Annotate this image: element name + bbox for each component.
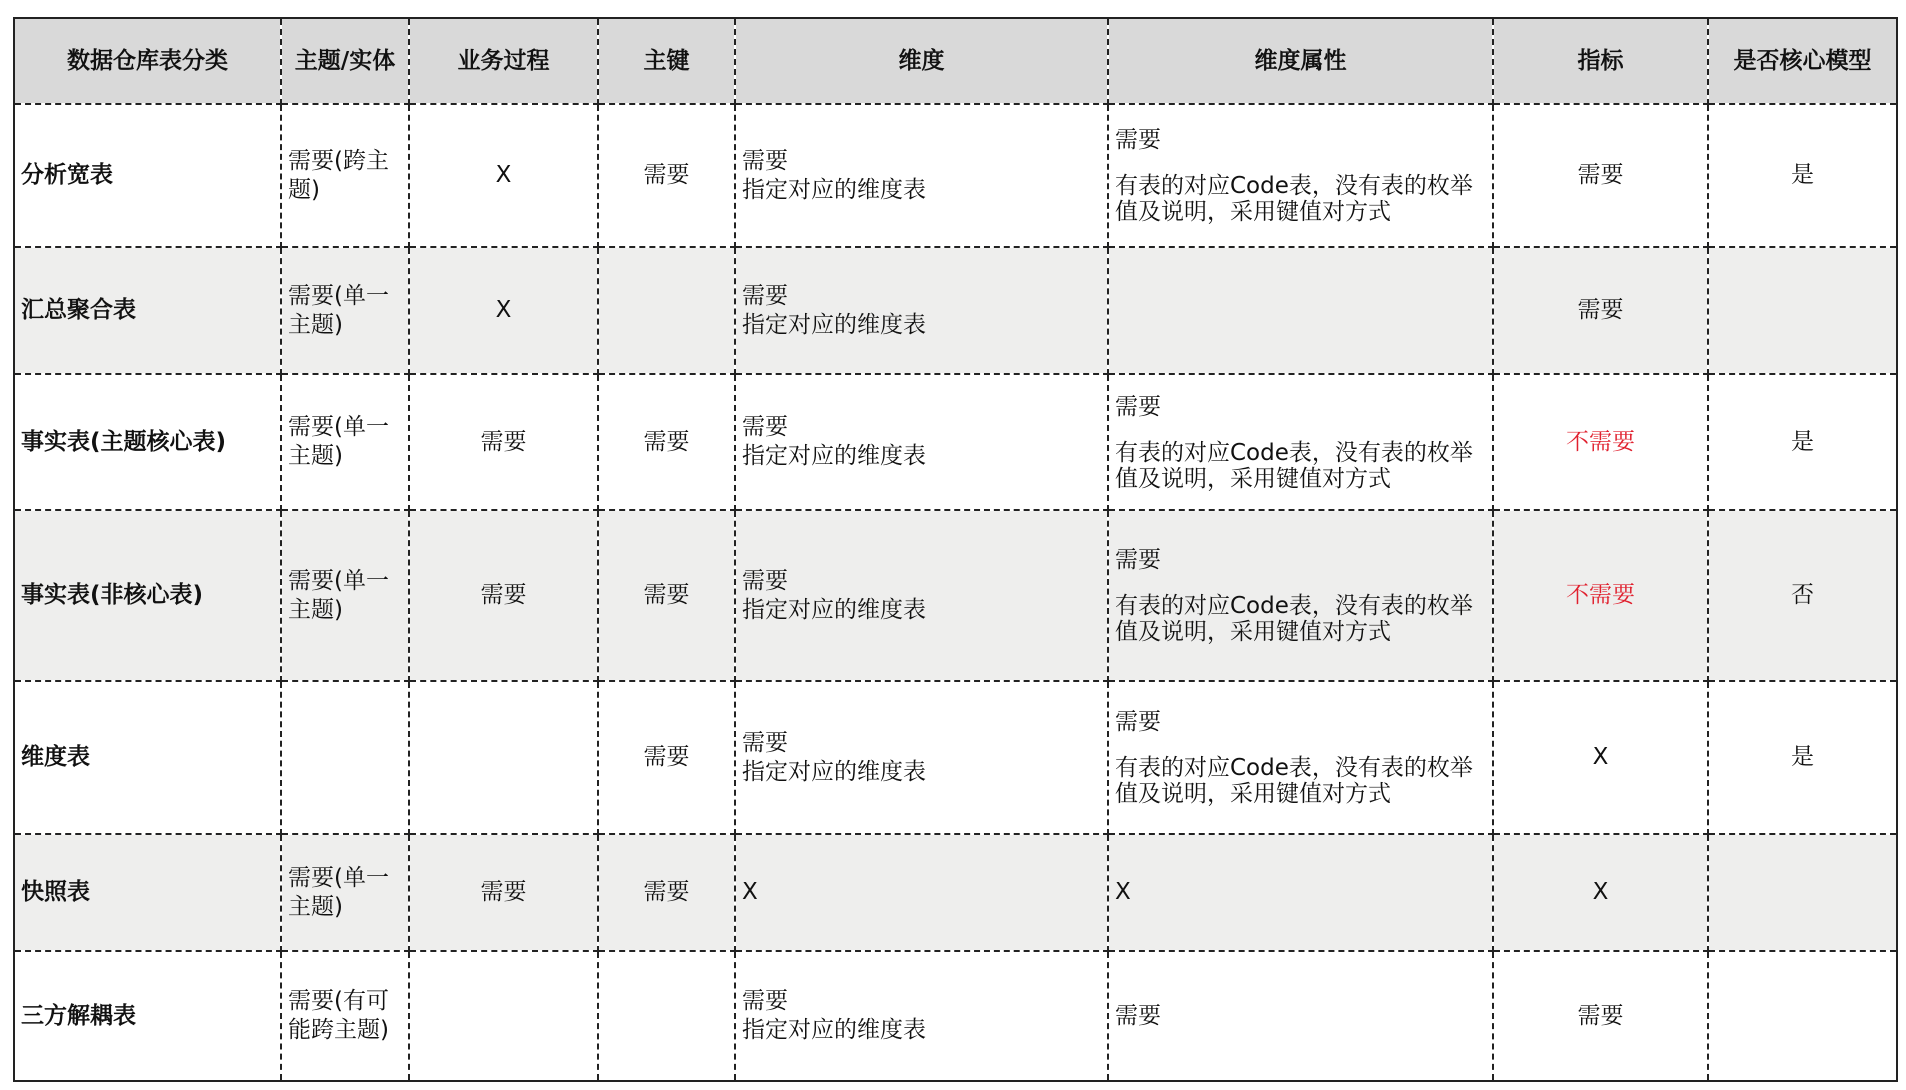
- header-dimension: 维度: [735, 18, 1108, 104]
- attr-note: 有表的对应Code表，没有表的枚举值及说明，采用键值对方式: [1115, 439, 1473, 492]
- dimension-note: 指定对应的维度表: [742, 596, 926, 623]
- row-dimension: [735, 374, 1108, 510]
- row-subject: [281, 681, 409, 834]
- row-dimension-attr: [1108, 374, 1493, 510]
- row-dimension: [735, 951, 1108, 1081]
- table-row: [14, 510, 1897, 681]
- dimension-required: X: [742, 879, 758, 905]
- dimension-note: 指定对应的维度表: [742, 311, 926, 338]
- dimension-note: 指定对应的维度表: [742, 443, 926, 469]
- row-dimension: [735, 681, 1108, 834]
- row-category: 分析宽表: [14, 104, 281, 247]
- row-metric: 需要: [1493, 247, 1708, 374]
- row-primary-key: 需要: [598, 374, 735, 510]
- row-process: X: [409, 104, 598, 247]
- row-core-model: 否: [1708, 510, 1897, 681]
- dimension-required: 需要: [742, 282, 788, 309]
- table-row: [14, 247, 1897, 374]
- table-row: [14, 681, 1897, 834]
- row-core-model: 是: [1708, 104, 1897, 247]
- dimension-required: 需要: [742, 729, 788, 756]
- row-metric: X: [1493, 834, 1708, 951]
- header-process: 业务过程: [409, 18, 598, 104]
- row-process: 需要: [409, 510, 598, 681]
- dimension-required: 需要: [742, 988, 788, 1014]
- row-metric: X: [1493, 681, 1708, 834]
- row-process: [409, 951, 598, 1081]
- row-dimension-attr: [1108, 834, 1493, 951]
- row-subject: 需要(单一主题): [281, 834, 409, 951]
- row-core-model: [1708, 951, 1897, 1081]
- row-primary-key: 需要: [598, 510, 735, 681]
- row-metric: 需要: [1493, 104, 1708, 247]
- table-row: [14, 104, 1897, 247]
- row-dimension-attr: [1108, 681, 1493, 834]
- row-metric: 不需要: [1493, 510, 1708, 681]
- row-core-model: [1708, 247, 1897, 374]
- table-row: [14, 834, 1897, 951]
- dimension-note: 指定对应的维度表: [742, 176, 926, 203]
- header-core-model: 是否核心模型: [1708, 18, 1897, 104]
- attr-required: 需要: [1115, 393, 1161, 420]
- row-process: 需要: [409, 374, 598, 510]
- header-row: [14, 18, 1897, 104]
- data-warehouse-table-classification: [13, 17, 1898, 1082]
- attr-required: X: [1115, 879, 1131, 905]
- attr-note: 有表的对应Code表，没有表的枚举值及说明，采用键值对方式: [1115, 593, 1473, 645]
- dimension-required: 需要: [742, 567, 788, 594]
- row-core-model: [1708, 834, 1897, 951]
- row-dimension: [735, 247, 1108, 374]
- row-dimension-attr: [1108, 951, 1493, 1081]
- row-subject: 需要(单一主题): [281, 247, 409, 374]
- header-dimension-attr: 维度属性: [1108, 18, 1493, 104]
- dimension-note: 指定对应的维度表: [742, 758, 926, 785]
- header-metric: 指标: [1493, 18, 1708, 104]
- row-metric: 不需要: [1493, 374, 1708, 510]
- row-category: 快照表: [14, 834, 281, 951]
- row-dimension: [735, 510, 1108, 681]
- table-row: [14, 374, 1897, 510]
- header-primary-key: 主键: [598, 18, 735, 104]
- attr-required: 需要: [1115, 1002, 1161, 1029]
- row-subject: 需要(跨主题): [281, 104, 409, 247]
- row-category: 汇总聚合表: [14, 247, 281, 374]
- dimension-required: 需要: [742, 147, 788, 174]
- attr-required: 需要: [1115, 127, 1161, 153]
- row-core-model: 是: [1708, 681, 1897, 834]
- row-dimension: [735, 104, 1108, 247]
- row-category: 维度表: [14, 681, 281, 834]
- row-subject: 需要(单一主题): [281, 510, 409, 681]
- row-primary-key: [598, 951, 735, 1081]
- row-category: 三方解耦表: [14, 951, 281, 1081]
- table-row: [14, 951, 1897, 1081]
- attr-required: 需要: [1115, 709, 1161, 735]
- row-process: [409, 681, 598, 834]
- header-subject: 主题/实体: [281, 18, 409, 104]
- row-process: X: [409, 247, 598, 374]
- row-dimension: [735, 834, 1108, 951]
- row-process: 需要: [409, 834, 598, 951]
- row-dimension-attr: [1108, 247, 1493, 374]
- row-category: 事实表(非核心表): [14, 510, 281, 681]
- header-category: 数据仓库表分类: [14, 18, 281, 104]
- dimension-required: 需要: [742, 414, 788, 440]
- dimension-note: 指定对应的维度表: [742, 1017, 926, 1043]
- row-primary-key: 需要: [598, 104, 735, 247]
- row-primary-key: 需要: [598, 681, 735, 834]
- row-category: 事实表(主题核心表): [14, 374, 281, 510]
- row-metric: 需要: [1493, 951, 1708, 1081]
- attr-note: 有表的对应Code表，没有表的枚举值及说明，采用键值对方式: [1115, 173, 1473, 225]
- row-primary-key: [598, 247, 735, 374]
- row-subject: 需要(单一主题): [281, 374, 409, 510]
- row-primary-key: 需要: [598, 834, 735, 951]
- attr-note: 有表的对应Code表，没有表的枚举值及说明，采用键值对方式: [1115, 755, 1473, 807]
- row-dimension-attr: [1108, 510, 1493, 681]
- row-core-model: 是: [1708, 374, 1897, 510]
- row-dimension-attr: [1108, 104, 1493, 247]
- row-subject: 需要(有可能跨主题): [281, 951, 409, 1081]
- attr-required: 需要: [1115, 547, 1161, 573]
